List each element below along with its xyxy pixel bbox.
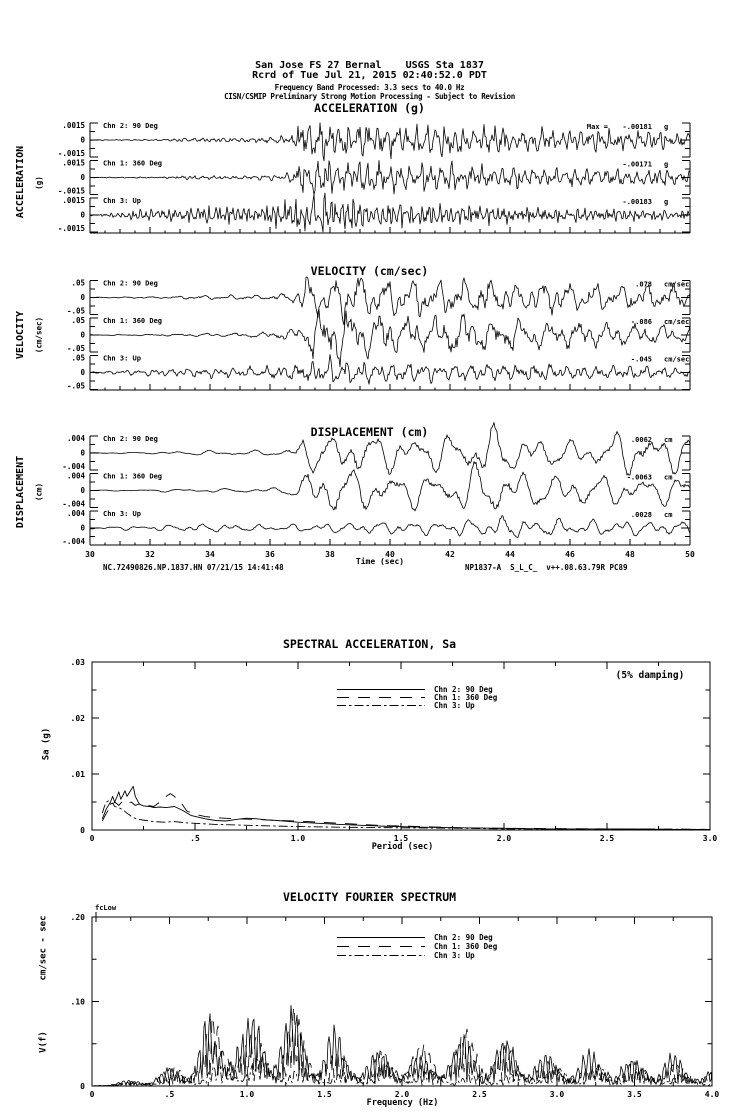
x-tick-label: 46 — [565, 550, 575, 559]
peak-value: -.00171 — [622, 160, 652, 169]
peak-value: -.045 — [630, 355, 652, 364]
peak-value: -.00183 — [622, 198, 652, 206]
y-tick-label: -.004 — [62, 537, 85, 546]
displacement-y-axis-label: DISPLACEMENT — [15, 455, 26, 529]
x-tick-label: 2.5 — [472, 1090, 487, 1099]
waveform-chn-2-90-deg — [90, 277, 690, 325]
y-tick-label: 0 — [80, 368, 85, 377]
peak-value: -.00181 — [622, 123, 652, 131]
fourier-chart-title: VELOCITY FOURIER SPECTRUM — [282, 890, 457, 904]
damping-annotation: (5% damping) — [615, 670, 685, 681]
station-title: San Jose FS 27 Bernal USGS Sta 1837 — [255, 60, 484, 71]
x-tick-label: 2.5 — [599, 834, 615, 843]
record-id-footer: NC.72490826.NP.1837.HN 07/21/15 14:41:48 — [103, 563, 284, 572]
y-tick-label: .004 — [66, 509, 85, 518]
x-tick-label: 3.0 — [702, 834, 718, 843]
x-tick-label: 40 — [385, 550, 395, 559]
x-tick-label: 34 — [205, 550, 215, 559]
peak-unit: g — [664, 198, 669, 206]
velocity-section-title: VELOCITY (cm/sec) — [310, 264, 429, 278]
velocity-y-axis-label: VELOCITY — [15, 310, 26, 360]
processing-version-footer: NP1837-A S_L_C_ v++.08.63.79R PC89 — [465, 563, 628, 572]
y-tick-label: -.05 — [66, 306, 85, 316]
time-axis-label: Time (sec) — [355, 557, 405, 566]
y-tick-label: .004 — [66, 471, 85, 481]
channel-label: Chn 3: Up — [103, 354, 141, 363]
y-tick-label: -.004 — [62, 499, 85, 509]
channel-label: Chn 2: 90 Deg — [103, 435, 158, 443]
plot-frame — [92, 662, 710, 830]
peak-value: .0062 — [630, 436, 652, 444]
plot-frame — [92, 917, 712, 1086]
fourier-curve-chn-1-360-deg — [92, 1006, 712, 1086]
x-tick-label: 1.0 — [239, 1090, 255, 1099]
legend-label: Chn 3: Up — [434, 951, 475, 960]
peak-unit: g — [664, 123, 669, 131]
x-tick-label: 4.0 — [704, 1090, 720, 1099]
waveform-chn-3-up — [90, 516, 690, 538]
y-tick-label: -.0015 — [57, 149, 85, 158]
peak-value: -.086 — [630, 318, 652, 326]
sa-x-axis-label: Period (sec) — [371, 842, 434, 852]
y-tick-label: .02 — [70, 714, 85, 723]
y-tick-label: 0 — [80, 826, 85, 835]
x-tick-label: .5 — [164, 1090, 175, 1099]
y-tick-label: .0015 — [62, 121, 85, 130]
sa-y-axis-label: Sa (g) — [41, 727, 52, 761]
x-tick-label: 42 — [445, 550, 455, 559]
y-tick-label: .0015 — [62, 158, 85, 168]
x-tick-label: 1.5 — [393, 834, 409, 843]
peak-value: .0028 — [630, 511, 652, 519]
y-tick-label: 0 — [80, 523, 85, 533]
waveform-chn-1-360-deg — [90, 462, 690, 511]
channel-label: Chn 2: 90 Deg — [103, 122, 158, 130]
y-tick-label: .05 — [71, 353, 85, 363]
peak-unit: cm — [664, 436, 673, 444]
displacement-section-title: DISPLACEMENT (cm) — [310, 425, 429, 439]
waveform-chn-3-up — [90, 193, 690, 232]
x-tick-label: 44 — [505, 550, 515, 559]
waveform-chn-1-360-deg — [90, 310, 690, 367]
legend-label: Chn 2: 90 Deg — [434, 933, 493, 942]
channel-label: Chn 2: 90 Deg — [103, 279, 158, 288]
peak-unit: cm/sec — [664, 355, 690, 364]
x-tick-label: 32 — [145, 550, 155, 559]
fourier-curve-chn-2-90-deg — [92, 1005, 712, 1086]
record-datetime: Rcrd of Tue Jul 21, 2015 02:40:52.0 PDT — [252, 70, 487, 81]
legend-label: Chn 2: 90 Deg — [434, 685, 493, 694]
peak-value: .078 — [635, 280, 652, 289]
x-tick-label: 0 — [89, 1090, 95, 1099]
x-tick-label: 2.0 — [394, 1090, 410, 1099]
y-tick-label: 0 — [80, 448, 85, 458]
x-tick-label: .5 — [190, 834, 200, 843]
channel-label: Chn 1: 360 Deg — [103, 317, 163, 325]
y-tick-label: 0 — [80, 135, 85, 145]
peak-unit: cm — [664, 473, 673, 482]
y-tick-label: .10 — [70, 997, 85, 1007]
y-tick-label: -.0015 — [57, 224, 85, 233]
x-tick-label: 3.5 — [627, 1090, 642, 1099]
sa-curve-chn-3-up — [102, 801, 710, 830]
fourier-x-axis-label: Frequency (Hz) — [366, 1098, 439, 1108]
x-tick-label: 1.5 — [317, 1090, 332, 1099]
y-tick-label: -.0015 — [57, 186, 85, 196]
x-tick-label: 30 — [85, 550, 95, 559]
y-tick-label: 0 — [80, 173, 85, 182]
x-tick-label: 50 — [685, 550, 695, 559]
x-tick-label: 36 — [265, 550, 275, 559]
peak-prefix: Max = — [586, 123, 608, 131]
y-tick-label: .0015 — [62, 196, 85, 205]
x-tick-label: 48 — [625, 550, 635, 559]
y-tick-label: 0 — [80, 486, 85, 495]
channel-label: Chn 1: 360 Deg — [103, 159, 163, 168]
velocity-y-axis-units: (cm/sec) — [34, 316, 44, 354]
peak-unit: cm/sec — [664, 318, 690, 326]
y-tick-label: -.004 — [62, 462, 85, 471]
y-tick-label: .004 — [66, 434, 85, 443]
y-tick-label: .05 — [71, 278, 85, 288]
y-tick-label: .03 — [70, 658, 85, 667]
x-tick-label: 2.0 — [496, 834, 512, 843]
sa-curve-chn-1-360-deg — [102, 794, 710, 830]
y-tick-label: 0 — [80, 1082, 85, 1091]
x-tick-label: 1.0 — [290, 834, 306, 843]
y-tick-label: .01 — [70, 770, 85, 779]
acceleration-y-axis-label: ACCELERATION — [15, 145, 26, 219]
y-tick-label: 0 — [80, 293, 85, 302]
sa-chart-title: SPECTRAL ACCELERATION, Sa — [282, 637, 457, 651]
peak-unit: g — [664, 160, 669, 169]
displacement-y-axis-units: (cm) — [34, 482, 44, 502]
fourier-y-axis-label: V(f) — [38, 1031, 49, 1053]
frequency-band-note: Frequency Band Processed: 3.3 secs to 40.0 Hz — [274, 83, 465, 92]
peak-unit: cm — [664, 511, 673, 519]
legend-label: Chn 3: Up — [434, 701, 475, 710]
y-tick-label: .20 — [70, 913, 85, 922]
y-tick-label: 0 — [80, 210, 85, 220]
fourier-y-axis-units: cm/sec - sec — [38, 915, 49, 981]
channel-label: Chn 3: Up — [103, 197, 141, 205]
x-tick-label: 0 — [89, 834, 95, 843]
x-tick-label: 38 — [325, 550, 335, 559]
peak-unit: cm/sec — [664, 280, 690, 289]
legend-label: Chn 1: 360 Deg — [434, 942, 498, 951]
waveform-chn-3-up — [90, 355, 690, 385]
channel-label: Chn 3: Up — [103, 510, 141, 518]
fclow-marker-label: fcLow — [95, 904, 117, 912]
processing-note: CISN/CSMIP Preliminary Strong Motion Processing - Subject to Revision — [224, 92, 515, 101]
y-tick-label: 0 — [80, 330, 85, 340]
y-tick-label: -.05 — [66, 381, 85, 391]
legend-label: Chn 1: 360 Deg — [434, 693, 498, 702]
acceleration-y-axis-units: (g) — [34, 176, 44, 190]
waveform-chn-1-360-deg — [90, 160, 690, 194]
channel-label: Chn 1: 360 Deg — [103, 472, 163, 481]
x-tick-label: 3.0 — [549, 1090, 565, 1099]
peak-value: -.0063 — [626, 473, 652, 482]
acceleration-section-title: ACCELERATION (g) — [314, 101, 425, 115]
y-tick-label: .05 — [71, 316, 85, 325]
y-tick-label: -.05 — [66, 344, 85, 353]
